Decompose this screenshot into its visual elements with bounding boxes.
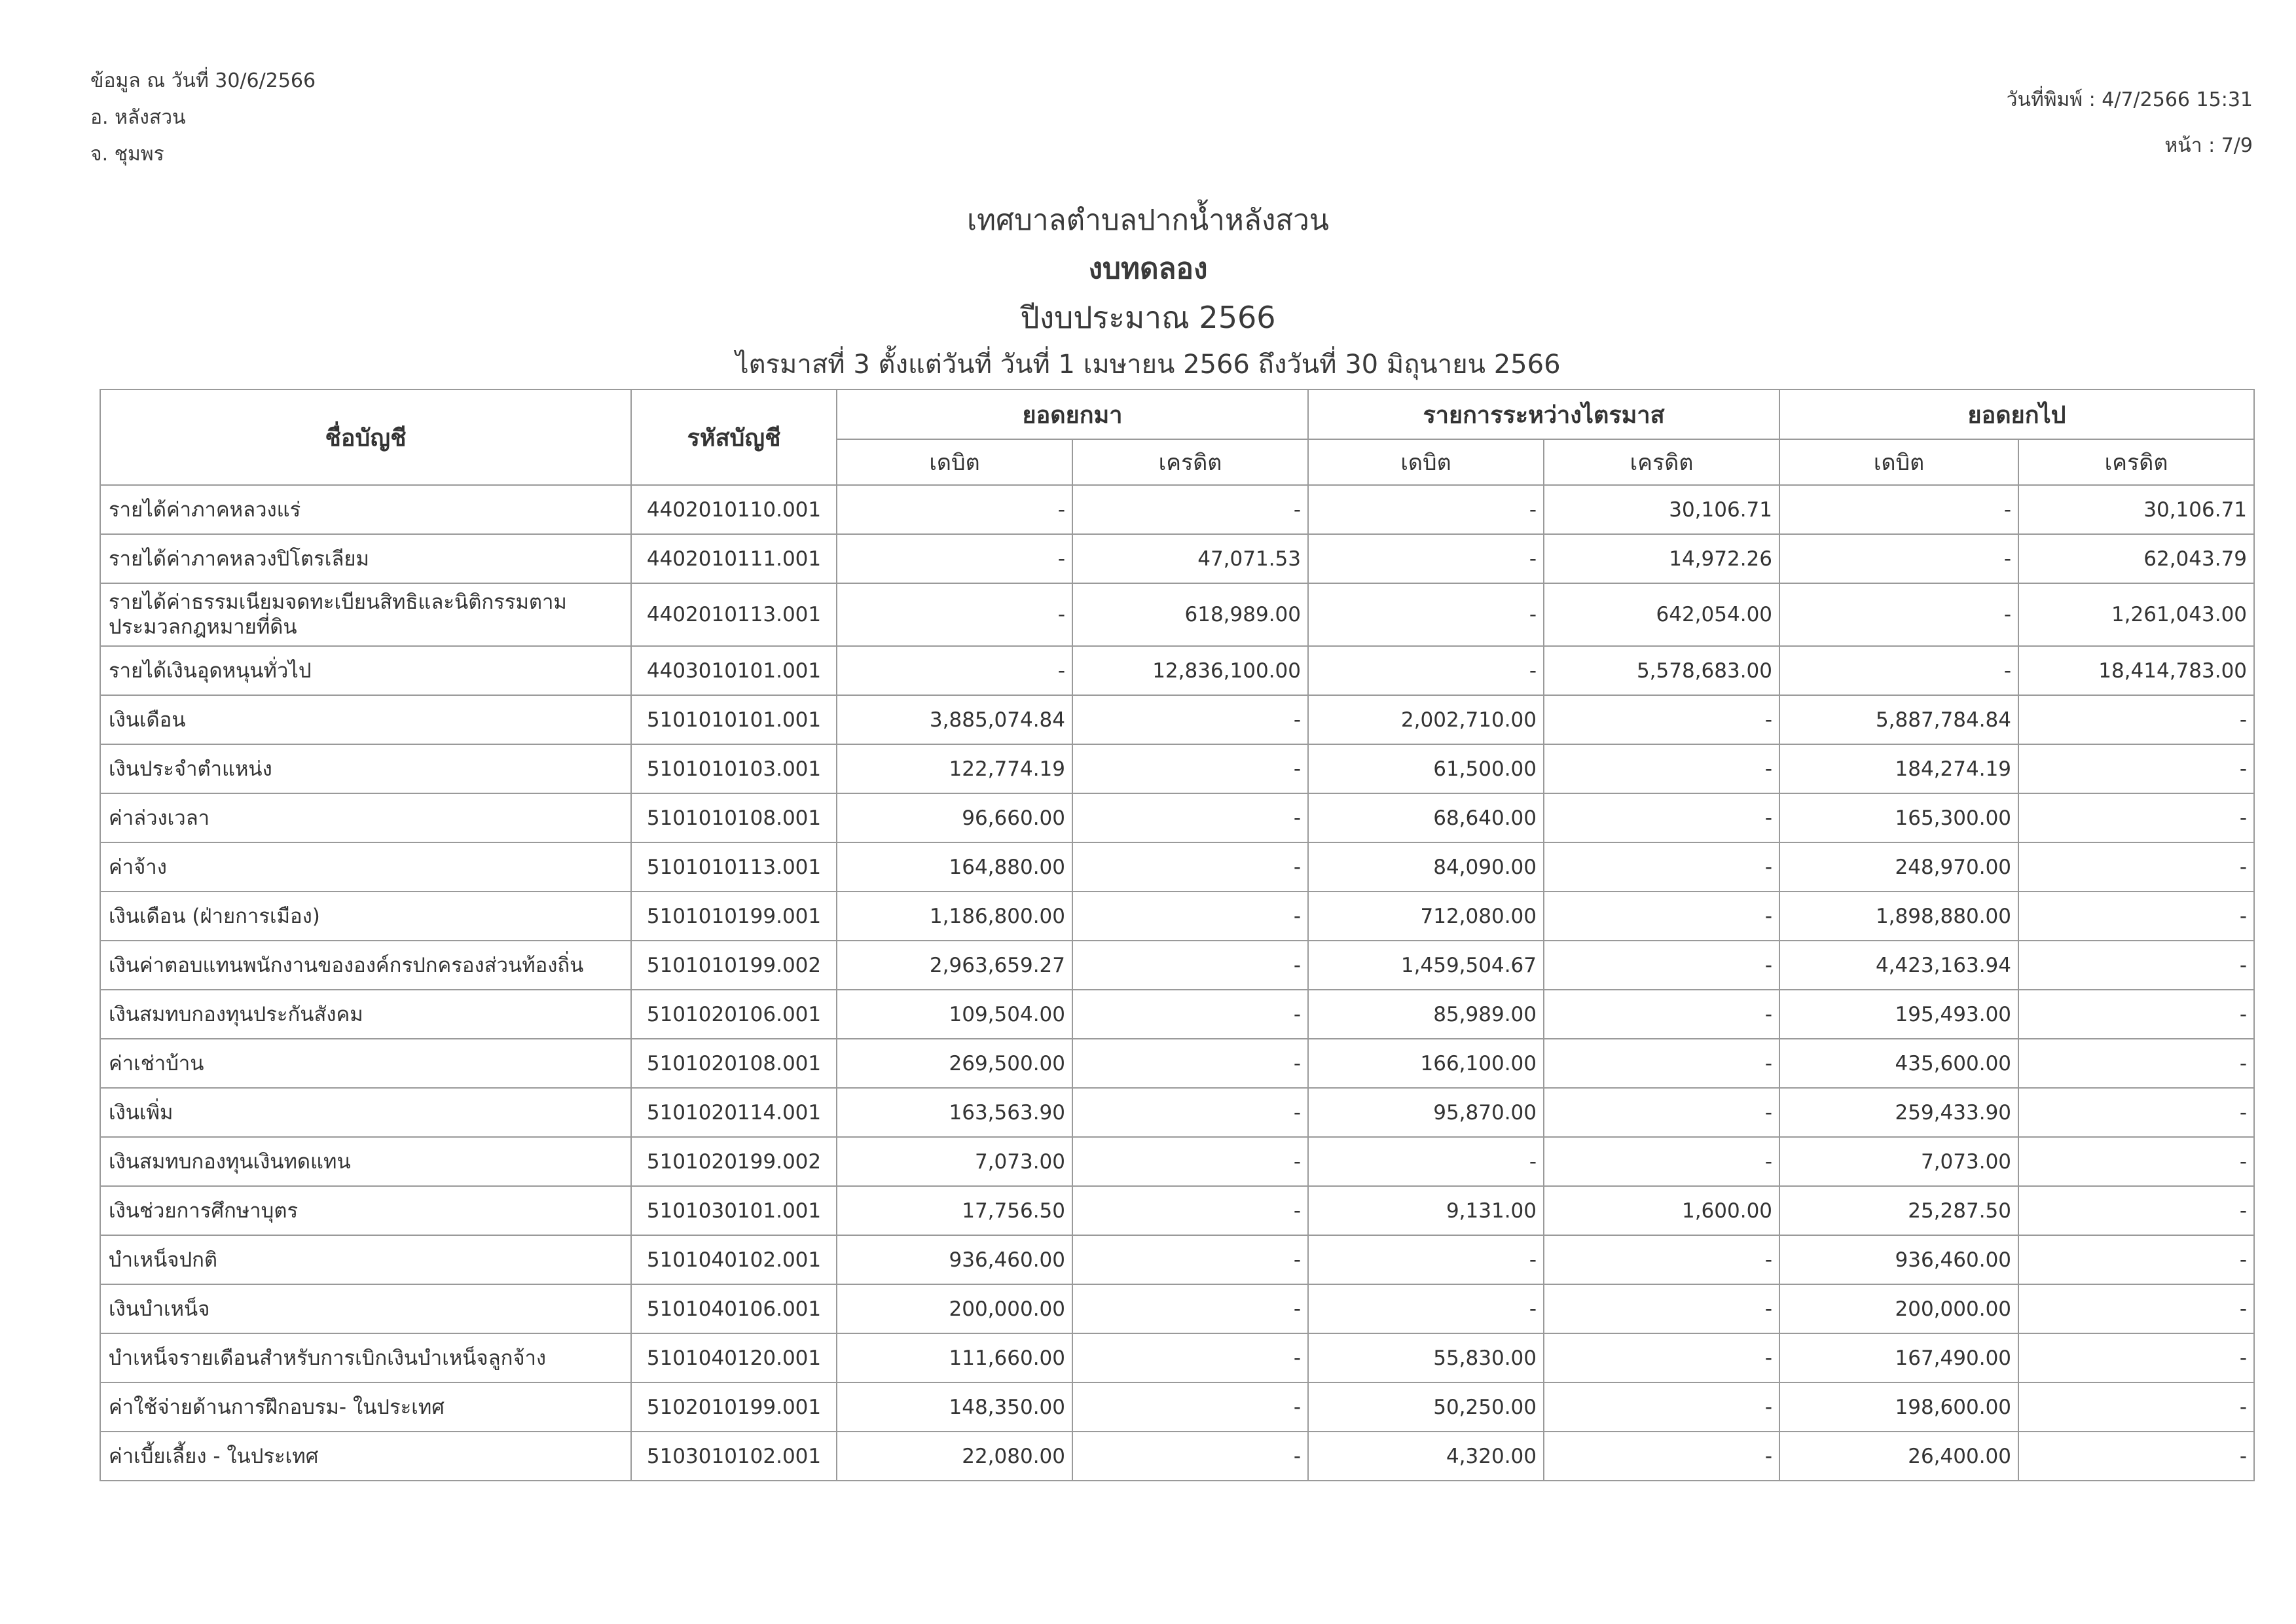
table-row (100, 1088, 2254, 1137)
table-row (100, 485, 2254, 534)
cell-account-name: เงินเดือน (ฝ่ายการเมือง) (100, 892, 631, 941)
table-row (100, 534, 2254, 583)
ledger-body (100, 485, 2254, 1481)
print-date: วันที่พิมพ์ : 4/7/2566 15:31 (2006, 88, 2253, 111)
data-date: ข้อมูล ณ วันที่ 30/6/2566 (90, 69, 316, 92)
table-row (100, 842, 2254, 892)
cell-bf-credit: - (1072, 990, 1308, 1039)
cell-account-code: 4402010113.001 (631, 583, 837, 646)
table-row (100, 744, 2254, 793)
cell-account-name: เงินสมทบกองทุนประกันสังคม (100, 990, 631, 1039)
cell-account-name: รายได้เงินอุดหนุนทั่วไป (100, 646, 631, 695)
cell-bf-debit: 22,080.00 (837, 1432, 1072, 1481)
cell-account-name: บำเหน็จปกติ (100, 1235, 631, 1284)
cell-account-code: 5103010102.001 (631, 1432, 837, 1481)
cell-q-credit: - (1544, 941, 1779, 990)
table-row (100, 1432, 2254, 1481)
cell-q-credit: 30,106.71 (1544, 485, 1779, 534)
cell-q-debit: 50,250.00 (1308, 1382, 1544, 1432)
cell-q-debit: - (1308, 1284, 1544, 1333)
table-row (100, 990, 2254, 1039)
cell-cf-credit: - (2018, 744, 2254, 793)
cell-q-credit: - (1544, 1284, 1779, 1333)
cell-q-credit: - (1544, 793, 1779, 842)
cell-account-name: เงินประจำตำแหน่ง (100, 744, 631, 793)
cell-cf-credit: - (2018, 941, 2254, 990)
cell-cf-debit: 4,423,163.94 (1779, 941, 2018, 990)
cell-q-debit: 55,830.00 (1308, 1333, 1544, 1382)
cell-cf-credit: 62,043.79 (2018, 534, 2254, 583)
cell-q-credit: - (1544, 1382, 1779, 1432)
header-carried-forward: ยอดยกไป (1779, 389, 2254, 439)
cell-bf-credit: - (1072, 1432, 1308, 1481)
cell-account-code: 4403010101.001 (631, 646, 837, 695)
cell-account-name: เงินสมทบกองทุนเงินทดแทน (100, 1137, 631, 1186)
table-row (100, 941, 2254, 990)
cell-bf-debit: - (837, 485, 1072, 534)
cell-q-debit: 1,459,504.67 (1308, 941, 1544, 990)
cell-account-name: เงินเดือน (100, 695, 631, 744)
cell-bf-debit: 164,880.00 (837, 842, 1072, 892)
report-titles (0, 196, 2296, 388)
cell-bf-debit: - (837, 583, 1072, 646)
cell-account-name: รายได้ค่าภาคหลวงปิโตรเลียม (100, 534, 631, 583)
cell-account-code: 5101040106.001 (631, 1284, 837, 1333)
header-during-quarter: รายการระหว่างไตรมาส (1308, 389, 1779, 439)
cell-bf-debit: - (837, 534, 1072, 583)
cell-bf-debit: 269,500.00 (837, 1039, 1072, 1088)
table-row (100, 583, 2254, 646)
cell-cf-credit: - (2018, 892, 2254, 941)
cell-q-credit: - (1544, 744, 1779, 793)
trial-balance-table (100, 389, 2255, 1481)
cell-cf-debit: - (1779, 534, 2018, 583)
cell-cf-credit: - (2018, 1088, 2254, 1137)
cell-q-credit: - (1544, 695, 1779, 744)
table-row (100, 1186, 2254, 1235)
cell-q-debit: 61,500.00 (1308, 744, 1544, 793)
table-row (100, 793, 2254, 842)
cell-account-name: บำเหน็จรายเดือนสำหรับการเบิกเงินบำเหน็จลูกจ้าง (100, 1333, 631, 1382)
cell-cf-credit: - (2018, 1284, 2254, 1333)
cell-account-code: 5101010108.001 (631, 793, 837, 842)
cell-cf-debit: - (1779, 646, 2018, 695)
cell-q-debit: - (1308, 583, 1544, 646)
cell-account-code: 4402010111.001 (631, 534, 837, 583)
cell-cf-credit: - (2018, 990, 2254, 1039)
cell-q-debit: - (1308, 646, 1544, 695)
header-q-debit: เดบิต (1308, 439, 1544, 485)
cell-q-debit: 9,131.00 (1308, 1186, 1544, 1235)
page-number: หน้า : 7/9 (2164, 134, 2253, 157)
header-q-credit: เครดิต (1544, 439, 1779, 485)
cell-q-debit: 166,100.00 (1308, 1039, 1544, 1088)
cell-account-code: 5101010103.001 (631, 744, 837, 793)
cell-cf-debit: 435,600.00 (1779, 1039, 2018, 1088)
header-bf-credit: เครดิต (1072, 439, 1308, 485)
cell-account-name: ค่าเช่าบ้าน (100, 1039, 631, 1088)
table-row (100, 1039, 2254, 1088)
cell-q-debit: - (1308, 1235, 1544, 1284)
cell-cf-credit: - (2018, 1333, 2254, 1382)
cell-q-debit: - (1308, 485, 1544, 534)
cell-bf-debit: 200,000.00 (837, 1284, 1072, 1333)
cell-bf-credit: - (1072, 1186, 1308, 1235)
cell-cf-credit: - (2018, 842, 2254, 892)
table-row (100, 892, 2254, 941)
cell-bf-debit: - (837, 646, 1072, 695)
cell-account-code: 5101010113.001 (631, 842, 837, 892)
cell-q-credit: - (1544, 892, 1779, 941)
cell-bf-debit: 96,660.00 (837, 793, 1072, 842)
cell-bf-debit: 148,350.00 (837, 1382, 1072, 1432)
cell-account-code: 5101030101.001 (631, 1186, 837, 1235)
report-period: ไตรมาสที่ 3 ตั้งแต่วันที่ วันที่ 1 เมษายน 2566 ถึงวันที่ 30 มิถุนายน 2566 (735, 350, 1561, 380)
table-row (100, 1284, 2254, 1333)
cell-cf-debit: - (1779, 485, 2018, 534)
table-row (100, 1137, 2254, 1186)
cell-account-code: 5101010199.001 (631, 892, 837, 941)
cell-cf-credit: - (2018, 695, 2254, 744)
cell-bf-debit: 111,660.00 (837, 1333, 1072, 1382)
table-row (100, 646, 2254, 695)
cell-cf-debit: - (1779, 583, 2018, 646)
cell-bf-credit: - (1072, 1284, 1308, 1333)
cell-q-debit: 2,002,710.00 (1308, 695, 1544, 744)
cell-bf-credit: - (1072, 1235, 1308, 1284)
cell-q-debit: - (1308, 1137, 1544, 1186)
cell-bf-credit: - (1072, 744, 1308, 793)
cell-bf-credit: - (1072, 842, 1308, 892)
cell-bf-debit: 1,186,800.00 (837, 892, 1072, 941)
cell-cf-debit: 7,073.00 (1779, 1137, 2018, 1186)
cell-q-credit: - (1544, 990, 1779, 1039)
cell-q-debit: 85,989.00 (1308, 990, 1544, 1039)
report-title: งบทดลอง (1088, 252, 1208, 285)
cell-cf-credit: 30,106.71 (2018, 485, 2254, 534)
cell-cf-credit: 1,261,043.00 (2018, 583, 2254, 646)
cell-cf-debit: 248,970.00 (1779, 842, 2018, 892)
cell-account-name: ค่าล่วงเวลา (100, 793, 631, 842)
cell-q-credit: - (1544, 1137, 1779, 1186)
cell-cf-credit: - (2018, 793, 2254, 842)
cell-bf-debit: 3,885,074.84 (837, 695, 1072, 744)
cell-account-name: ค่าจ้าง (100, 842, 631, 892)
cell-cf-debit: 1,898,880.00 (1779, 892, 2018, 941)
cell-bf-credit: - (1072, 1382, 1308, 1432)
cell-q-debit: 4,320.00 (1308, 1432, 1544, 1481)
cell-account-name: เงินค่าตอบแทนพนักงานขององค์กรปกครองส่วนท้องถิ่น (100, 941, 631, 990)
cell-account-name: รายได้ค่าธรรมเนียมจดทะเบียนสิทธิและนิติกรรมตามประมวลกฎหมายที่ดิน (100, 583, 631, 646)
cell-bf-credit: - (1072, 793, 1308, 842)
cell-cf-debit: 26,400.00 (1779, 1432, 2018, 1481)
cell-bf-debit: 17,756.50 (837, 1186, 1072, 1235)
cell-q-debit: 712,080.00 (1308, 892, 1544, 941)
cell-account-code: 5102010199.001 (631, 1382, 837, 1432)
cell-bf-credit: 618,989.00 (1072, 583, 1308, 646)
cell-cf-debit: 167,490.00 (1779, 1333, 2018, 1382)
cell-cf-debit: 25,287.50 (1779, 1186, 2018, 1235)
cell-q-debit: 84,090.00 (1308, 842, 1544, 892)
cell-cf-debit: 200,000.00 (1779, 1284, 2018, 1333)
cell-bf-debit: 936,460.00 (837, 1235, 1072, 1284)
header-cf-debit: เดบิต (1779, 439, 2018, 485)
cell-cf-credit: 18,414,783.00 (2018, 646, 2254, 695)
cell-account-name: รายได้ค่าภาคหลวงแร่ (100, 485, 631, 534)
table-row (100, 695, 2254, 744)
cell-cf-debit: 5,887,784.84 (1779, 695, 2018, 744)
cell-q-credit: 14,972.26 (1544, 534, 1779, 583)
cell-cf-credit: - (2018, 1137, 2254, 1186)
cell-q-debit: 68,640.00 (1308, 793, 1544, 842)
cell-bf-credit: - (1072, 695, 1308, 744)
cell-cf-credit: - (2018, 1186, 2254, 1235)
cell-account-code: 5101040120.001 (631, 1333, 837, 1382)
cell-bf-credit: - (1072, 1137, 1308, 1186)
cell-cf-debit: 259,433.90 (1779, 1088, 2018, 1137)
cell-cf-debit: 936,460.00 (1779, 1235, 2018, 1284)
header-brought-forward: ยอดยกมา (837, 389, 1308, 439)
cell-q-credit: 1,600.00 (1544, 1186, 1779, 1235)
cell-cf-debit: 195,493.00 (1779, 990, 2018, 1039)
cell-cf-credit: - (2018, 1235, 2254, 1284)
cell-bf-debit: 122,774.19 (837, 744, 1072, 793)
cell-bf-debit: 2,963,659.27 (837, 941, 1072, 990)
cell-cf-credit: - (2018, 1039, 2254, 1088)
cell-account-code: 5101020106.001 (631, 990, 837, 1039)
cell-account-code: 5101020199.002 (631, 1137, 837, 1186)
table-row (100, 1235, 2254, 1284)
cell-account-code: 5101020114.001 (631, 1088, 837, 1137)
header-cf-credit: เครดิต (2018, 439, 2254, 485)
cell-bf-debit: 163,563.90 (837, 1088, 1072, 1137)
province: จ. ชุมพร (90, 143, 164, 166)
district: อ. หลังสวน (90, 106, 186, 129)
cell-cf-debit: 184,274.19 (1779, 744, 2018, 793)
cell-bf-credit: 47,071.53 (1072, 534, 1308, 583)
cell-bf-credit: 12,836,100.00 (1072, 646, 1308, 695)
cell-q-credit: - (1544, 1333, 1779, 1382)
header-bf-debit: เดบิต (837, 439, 1072, 485)
cell-account-code: 5101010101.001 (631, 695, 837, 744)
cell-cf-credit: - (2018, 1432, 2254, 1481)
cell-cf-credit: - (2018, 1382, 2254, 1432)
table-row (100, 1333, 2254, 1382)
cell-q-credit: - (1544, 1088, 1779, 1137)
cell-bf-credit: - (1072, 1088, 1308, 1137)
cell-q-debit: - (1308, 534, 1544, 583)
cell-q-debit: 95,870.00 (1308, 1088, 1544, 1137)
cell-bf-debit: 109,504.00 (837, 990, 1072, 1039)
cell-bf-debit: 7,073.00 (837, 1137, 1072, 1186)
cell-bf-credit: - (1072, 1333, 1308, 1382)
cell-cf-debit: 165,300.00 (1779, 793, 2018, 842)
organization-name: เทศบาลตำบลปากน้ำหลังสวน (967, 204, 1329, 237)
cell-account-code: 4402010110.001 (631, 485, 837, 534)
cell-bf-credit: - (1072, 892, 1308, 941)
cell-account-name: ค่าใช้จ่ายด้านการฝึกอบรม- ในประเทศ (100, 1382, 631, 1432)
table-row (100, 1382, 2254, 1432)
cell-bf-credit: - (1072, 1039, 1308, 1088)
cell-account-name: เงินช่วยการศึกษาบุตร (100, 1186, 631, 1235)
cell-account-name: เงินบำเหน็จ (100, 1284, 631, 1333)
report-meta-right (2007, 77, 2253, 169)
cell-bf-credit: - (1072, 485, 1308, 534)
header-account-name: ชื่อบัญชี (100, 389, 631, 485)
cell-account-code: 5101010199.002 (631, 941, 837, 990)
cell-account-code: 5101040102.001 (631, 1235, 837, 1284)
cell-q-credit: - (1544, 1432, 1779, 1481)
cell-account-name: เงินเพิ่ม (100, 1088, 631, 1137)
cell-cf-debit: 198,600.00 (1779, 1382, 2018, 1432)
cell-q-credit: - (1544, 1039, 1779, 1088)
header-account-code: รหัสบัญชี (631, 389, 837, 485)
cell-bf-credit: - (1072, 941, 1308, 990)
report-meta-left (90, 63, 316, 173)
cell-account-code: 5101020108.001 (631, 1039, 837, 1088)
cell-q-credit: 5,578,683.00 (1544, 646, 1779, 695)
cell-q-credit: - (1544, 842, 1779, 892)
fiscal-year: ปีงบประมาณ 2566 (1020, 300, 1276, 335)
cell-account-name: ค่าเบี้ยเลี้ยง - ในประเทศ (100, 1432, 631, 1481)
cell-q-credit: 642,054.00 (1544, 583, 1779, 646)
cell-q-credit: - (1544, 1235, 1779, 1284)
